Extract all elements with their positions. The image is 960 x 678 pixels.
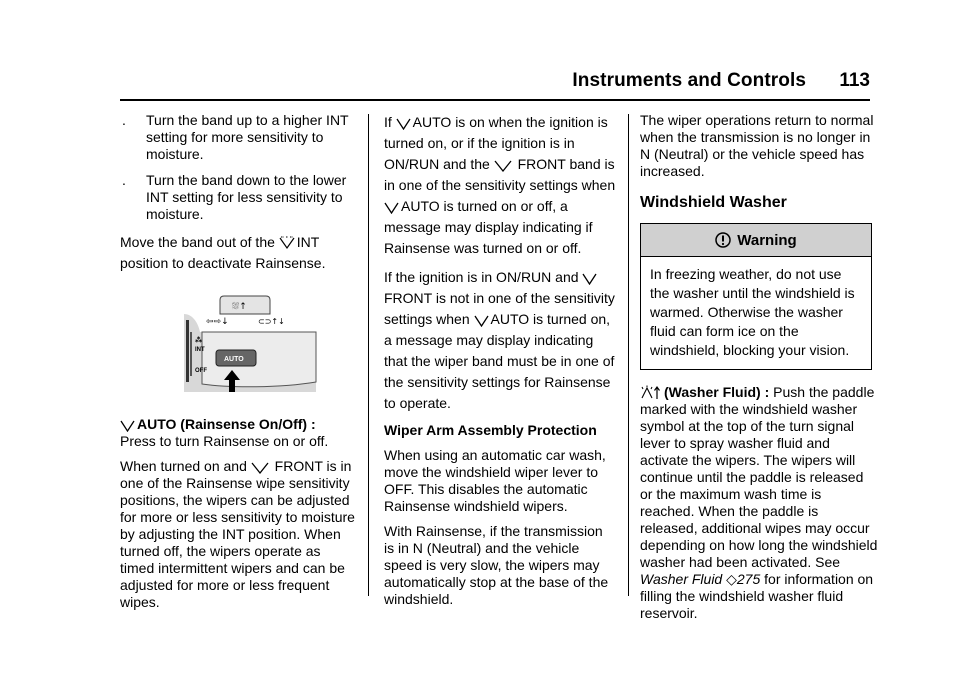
warning-text: In freezing weather, do not use the washer until the windshield is warmed. Otherwise the washer fluid can form ice on the windshield, blocking your vision. bbox=[650, 266, 855, 358]
page-number: 113 bbox=[839, 70, 870, 91]
column-3 bbox=[640, 112, 878, 630]
neutral-paragraph: With Rainsense, if the transmission is in N (Neutral) and the vehicle speed is very slow, the wipers may automatically stop at the base of the windshield. bbox=[384, 523, 609, 607]
column-2 bbox=[384, 112, 616, 616]
rear-wiper-icon: ⊂⊃↑↓ bbox=[258, 317, 285, 326]
wiper-lever-illustration bbox=[120, 292, 355, 402]
auto-heading: AUTO (Rainsense On/Off) : Press to turn Rainsense on or off. bbox=[120, 416, 329, 449]
column-1 bbox=[120, 112, 355, 619]
page-reference[interactable]: 275 bbox=[736, 571, 761, 587]
warning-box bbox=[640, 223, 872, 370]
bullet-mark: . bbox=[122, 172, 126, 188]
bullet-mark: . bbox=[122, 112, 126, 128]
page-ref-symbol: ◇ bbox=[726, 571, 737, 587]
wiper-lever-figure bbox=[120, 292, 355, 402]
section-title: Windshield Washer bbox=[640, 194, 787, 211]
warning-icon bbox=[715, 232, 731, 248]
figure-int-label: INT bbox=[195, 347, 205, 353]
front-sensitivity-paragraph: If the ignition is in ON/RUN and FRONT is not in one of the sensitivity settings when AUTO is turned on, a message may display indicating that the wiper band must be in one of the sensitivity settings for Rainsense to operate. bbox=[384, 269, 615, 411]
int-icon: ⁂ bbox=[195, 336, 203, 344]
wiper-auto-icon bbox=[384, 202, 399, 214]
wiper-return-paragraph: The wiper operations return to normal when the transmission is no longer in N (Neutral) or the vehicle speed has increased. bbox=[640, 112, 874, 179]
wiper-front-icon bbox=[582, 273, 597, 285]
car-wash-paragraph: When using an automatic car wash, move the windshield wiper lever to OFF. This disables the automatic Rainsense windshield wipers. bbox=[384, 447, 606, 514]
wiper-auto-icon bbox=[474, 315, 489, 327]
bullet-item bbox=[120, 172, 355, 223]
page-header bbox=[120, 70, 870, 100]
column-divider bbox=[628, 114, 629, 596]
protection-heading: Wiper Arm Assembly Protection bbox=[384, 422, 597, 438]
washer-paragraph: (Washer Fluid) : Push the paddle marked with the windshield washer symbol at the top of the turn signal lever to spray washer fluid and activate the wipers. The wipers will continue until the paddle is released or the maximum wash time is reached. When the paddle is released, additional wipes may occur depending on how long the windshield washer had been activated. See Washer Fluid ◇275 for information on filling the windshield washer fluid reservoir. bbox=[640, 384, 878, 621]
turned-on-paragraph: When turned on and FRONT is in one of the Rainsense wipe sensitivity positions, the wipers can be adjusted for more or less sensitivity to moisture by adjusting the INT position. When turned off, the wipers operate as timed intermittent wipers and can be adjusted for more or less frequent wipes. bbox=[120, 458, 355, 610]
auto-ignition-paragraph: If AUTO is on when the ignition is turned on, or if the ignition is in ON/RUN and the FRONT band is in one of the sensitivity settings when AUTO is turned on or off, a message may display indicating if Rainsense was turned on or off. bbox=[384, 114, 616, 256]
arrow-icons: ⇦⇨↓ bbox=[206, 317, 229, 327]
wiper-auto-icon bbox=[396, 118, 411, 130]
warning-header bbox=[641, 224, 871, 257]
header-rule bbox=[120, 99, 870, 101]
bullet-text: Turn the band up to a higher INT setting for more sensitivity to moisture. bbox=[146, 112, 349, 162]
page-section-title: Instruments and Controls bbox=[572, 70, 806, 91]
washer-icon: ⛆↑ bbox=[232, 302, 247, 312]
wiper-auto-icon bbox=[120, 420, 135, 432]
figure-off-label: OFF bbox=[195, 368, 207, 374]
figure-auto-label: AUTO bbox=[224, 356, 244, 363]
band-out-paragraph: Move the band out of the INT position to deactivate Rainsense. bbox=[120, 234, 326, 271]
washer-fluid-icon bbox=[640, 385, 662, 400]
wiper-front-icon bbox=[251, 462, 269, 474]
wiper-int-icon bbox=[279, 236, 295, 250]
bullet-text: Turn the band down to the lower INT setting for less sensitivity to moisture. bbox=[146, 172, 347, 222]
washer-fluid-link[interactable]: Washer Fluid bbox=[640, 571, 723, 587]
warning-title: Warning bbox=[737, 231, 797, 249]
bullet-item bbox=[120, 112, 355, 163]
wiper-front-icon bbox=[494, 160, 512, 172]
column-divider bbox=[368, 114, 369, 596]
